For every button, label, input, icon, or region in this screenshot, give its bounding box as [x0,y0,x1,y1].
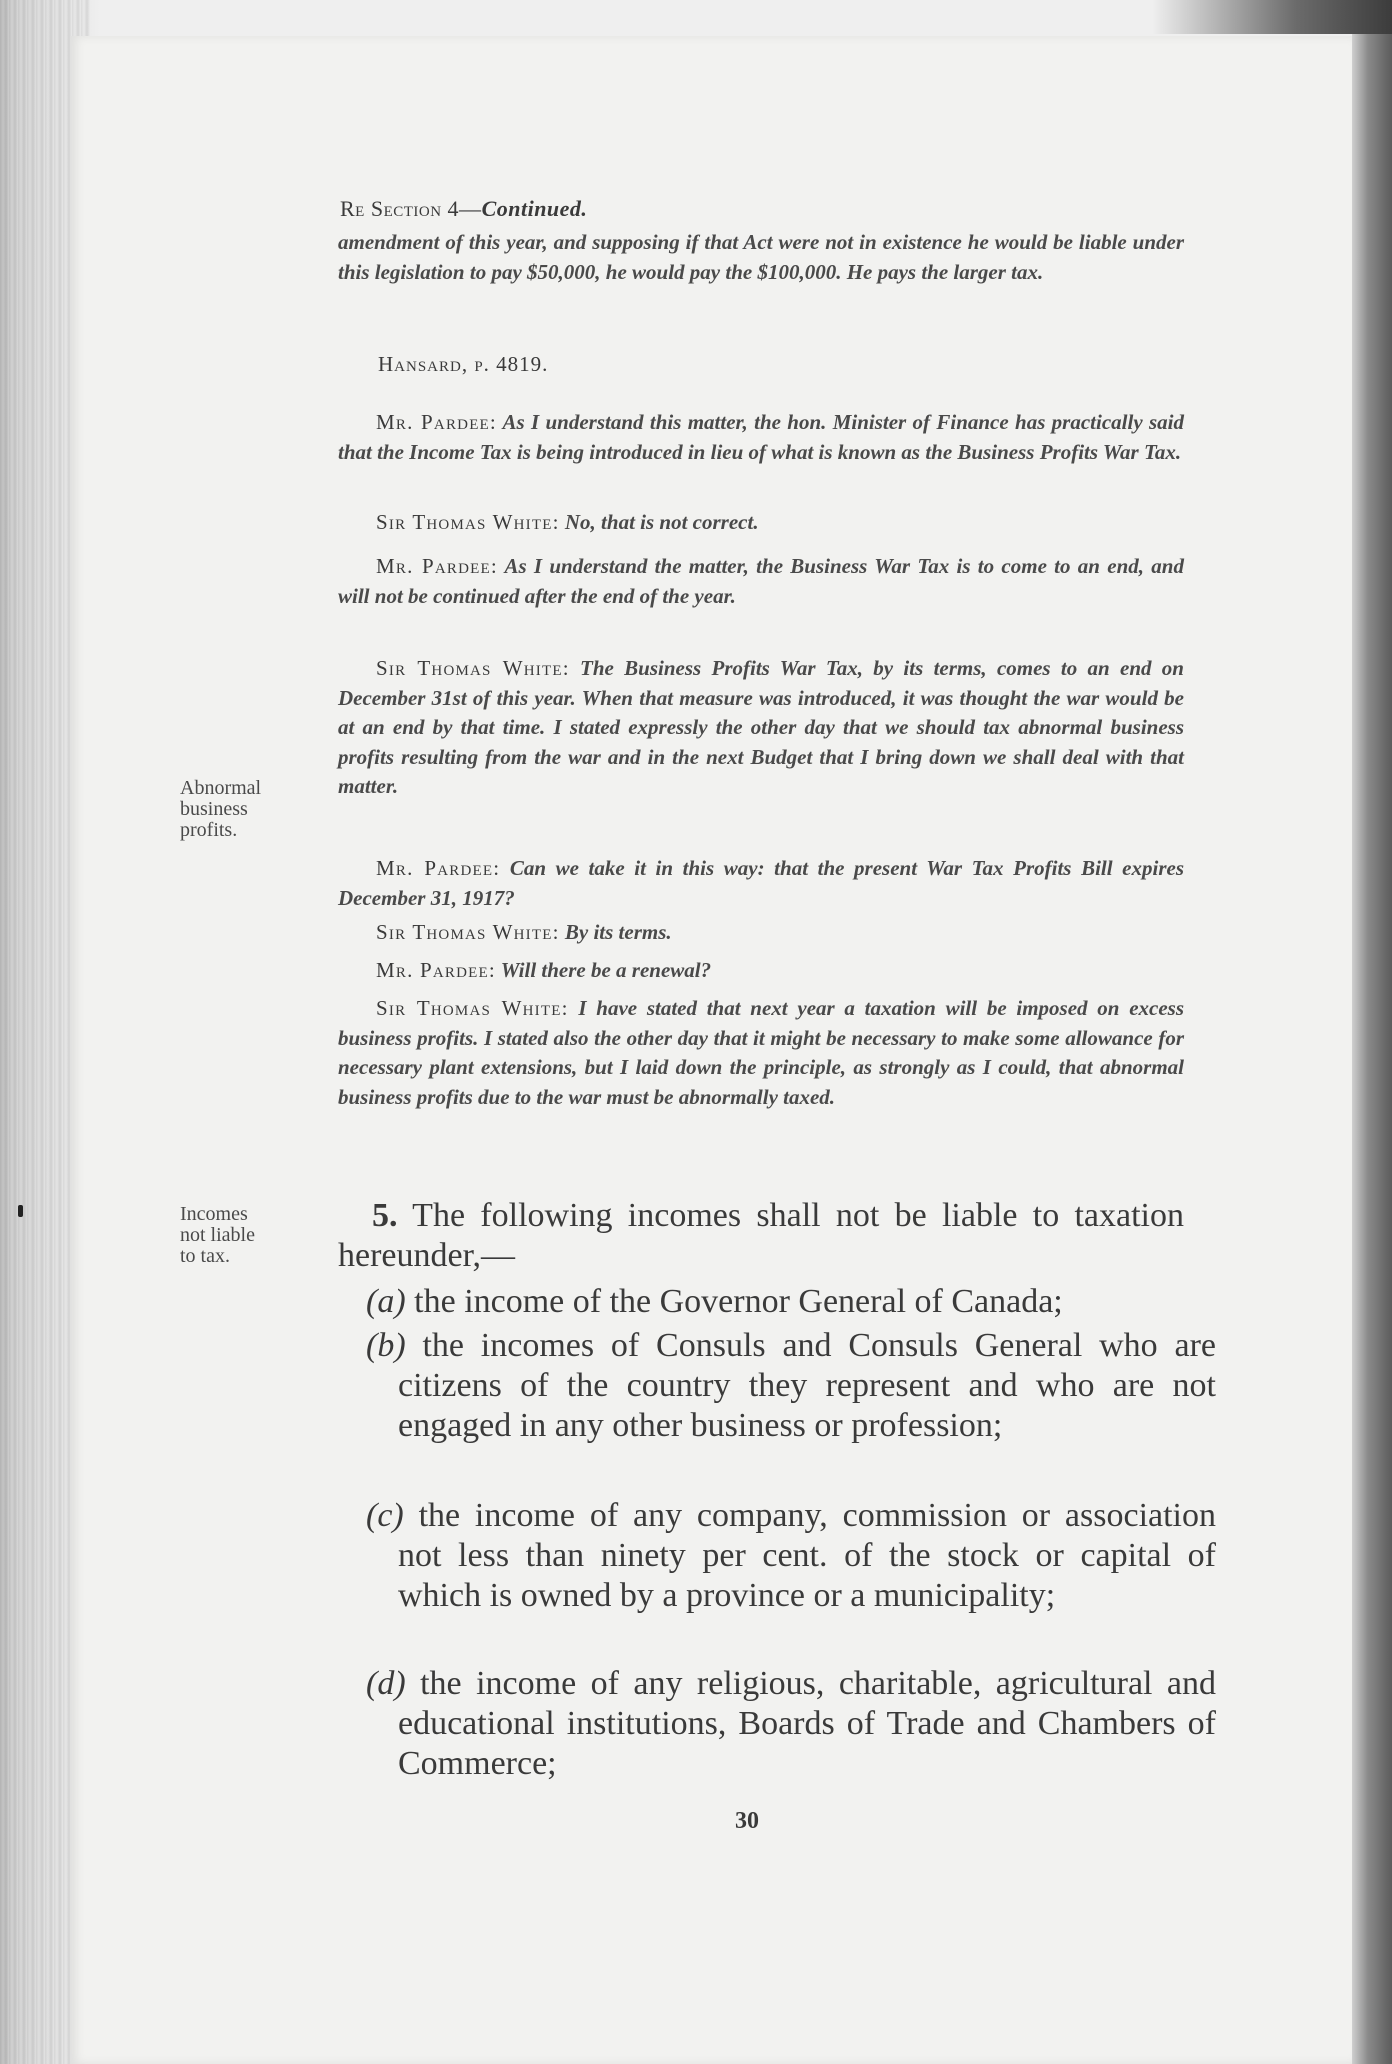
clause-text: the incomes of Consuls and Consuls General who are citizens of the country they represent and who are not engaged in any other business or profession; [398,1327,1216,1444]
exchange-1 [338,408,1184,467]
intro-paragraph: amendment of this year, and supposing if that Act were not in existence he would be liable under this legislation to pay $50,000, he would pay the $100,000. He pays the larger tax. [338,230,1184,284]
clause-label: (b) [366,1327,406,1364]
speech-text: I have stated that next year a taxation will be imposed on excess business profits. I stated also the other day that it might be necessary to make some allowance for necessary plant extensions, but I laid down the principle, as strongly as I could, that abnormal business profits due to the war must be abnormally taxed. [338,996,1184,1109]
speech-text: No, that is not correct. [564,510,759,534]
clause-b [366,1326,1216,1446]
section-5-intro [338,1196,1184,1276]
speech-text: The Business Profits War Tax, by its terms, comes to an end on December 31st of this year. When that measure was introduced, it was thought the war would be at an end by that time. I stated expressly the other day that we should tax abnormal business profits resulting from the war and in the next Budget that I bring down we shall deal with that matter. [338,656,1184,798]
sidenote-incomes-not-liable: Incomes not liable to tax. [180,1203,255,1267]
exchange-8 [338,994,1184,1112]
clause-text: the income of any religious, charitable, agricultural and educational institutions, Boards of Trade and Chambers of Commerce; [398,1665,1217,1782]
clause-text: the income of any company, commission or association not less than ninety per cent. of the stock or capital of which is owned by a province or a municipality; [398,1497,1216,1614]
speech-text: Will there be a renewal? [500,958,712,982]
clause-c [366,1496,1216,1616]
speaker-name: Mr. Pardee: [376,958,496,982]
speaker-name: Mr. Pardee: [376,410,497,434]
hansard-reference: Hansard, p. 4819. [378,352,549,376]
sidenote-abnormal-profits: Abnormal business profits. [180,777,262,841]
section-number: 5. [372,1197,398,1234]
scan-speck [18,1205,23,1217]
speaker-name: Mr. Pardee: [376,554,498,578]
speaker-name: Sir Thomas White: [376,510,560,534]
speech-text: As I understand the matter, the Business War Tax is to come to an end, and will not be continued after the end of the year. [338,554,1184,608]
speaker-name: Sir Thomas White: [376,996,569,1020]
speaker-name: Sir Thomas White: [376,920,560,944]
speaker-name: Mr. Pardee: [376,856,501,880]
page-number: 30 [735,1808,759,1834]
speech-text: By its terms. [564,920,672,944]
speaker-name: Sir Thomas White: [376,656,570,680]
exchange-2 [338,508,1184,538]
speech-text: Can we take it in this way: that the present War Tax Profits Bill expires December 31, 1917? [338,856,1184,910]
header-continued: Continued. [481,196,588,221]
exchange-6 [338,918,1184,948]
clause-d [366,1664,1216,1784]
exchange-4 [338,654,1184,802]
exchange-3 [338,552,1184,611]
running-header [340,196,587,222]
document-page [70,36,1352,2064]
speech-text: As I understand this matter, the hon. Minister of Finance has practically said that the Income Tax is being introduced in lieu of what is known as the Business Profits War Tax. [338,410,1184,464]
book-edge [1352,34,1392,2064]
exchange-7 [338,956,1184,986]
clause-text: the income of the Governor General of Canada; [414,1283,1063,1320]
section-text: The following incomes shall not be liable to taxation hereunder,— [338,1197,1184,1274]
clause-label: (a) [366,1283,406,1320]
clause-label: (d) [366,1665,406,1702]
exchange-5 [338,854,1184,913]
scan-shadow [1152,0,1392,34]
clause-label: (c) [366,1497,404,1534]
header-prefix: Re Section 4— [340,196,482,221]
clause-a [366,1282,1216,1322]
